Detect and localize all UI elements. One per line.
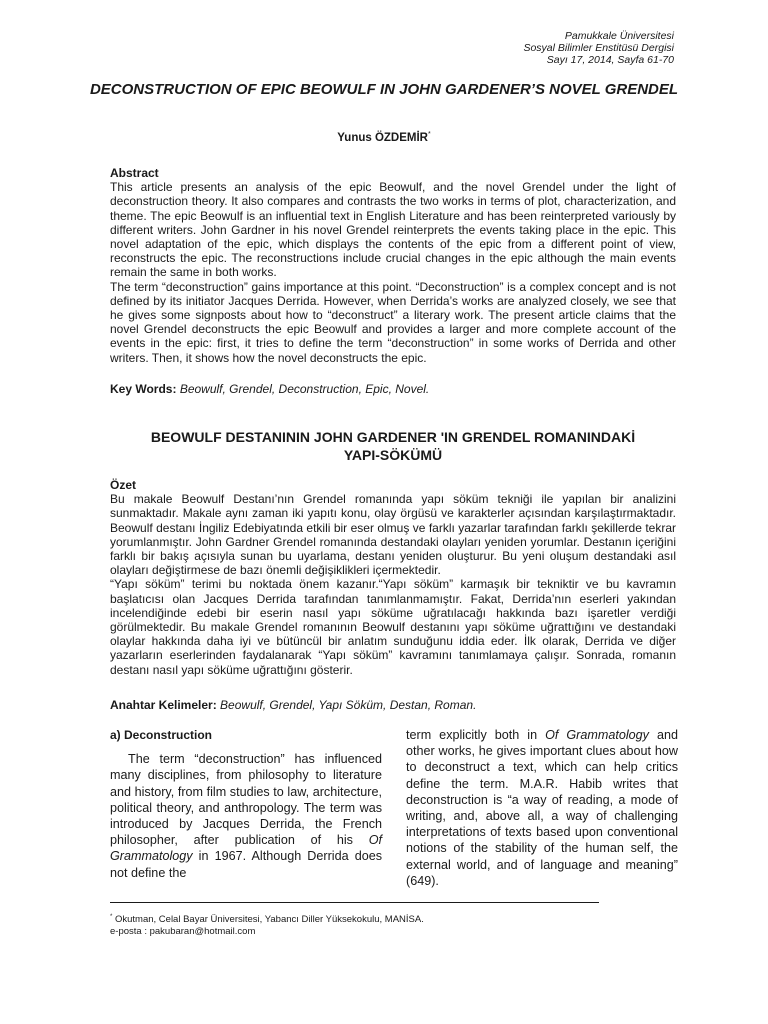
abstract-paragraph-1: This article presents an analysis of the epic Beowulf, and the novel Grendel under the light of deconstruction theory. It also compares and contrasts the two works in terms of plot, characterization, and theme. The epic Beowulf is an influential text in English Literature and has been reinterpreted variously by different writers. John Gardner in his novel Grendel reinterprets the events taking place in the epic. This novel adaptation of the epic, which displays the contents of the epic from a different point of view, reconstructs the epic. The reconstructions include crucial changes in the epic although the main events remain the same in both works. (110, 180, 676, 280)
author-footnote-mark: * (428, 131, 431, 138)
keywords-en-label: Key Words: (110, 382, 177, 396)
footnote-affiliation: * Okutman, Celal Bayar Üniversitesi, Yabancı Diller Yüksekokulu, MANİSA. (110, 914, 424, 926)
body-column-left (110, 727, 382, 881)
body-column-right (406, 727, 678, 889)
footnote-rule (110, 902, 599, 903)
body-paragraph-left: The term “deconstruction” has influenced many disciplines, from philosophy to literature and history, from film studies to law, architecture, political theory, and anthropology. The term was introduced by Jacques Derrida, the French philosopher, after publication of his Of Grammatology in 1967. Although Derrida does not define the (110, 752, 382, 880)
body-paragraph-right: term explicitly both in Of Grammatology and other works, he gives important clues about how to deconstruct a text, which can help critics define the term. M.A.R. Habib writes that deconstruction is “a way of reading, a mode of writing, and, above all, a way of challenging interpretations of texts based upon conventional notions of the stability of the human self, the external world, and of language and meaning” (649). (406, 728, 678, 888)
footnote-email: e-posta : pakubaran@hotmail.com (110, 926, 256, 938)
journal-issue: Sayı 17, 2014, Sayfa 61-70 (546, 54, 674, 66)
keywords-tr-value: Beowulf, Grendel, Yapı Söküm, Destan, Roman. (220, 698, 477, 712)
ozet-heading: Özet (110, 478, 137, 492)
keywords-en-value: Beowulf, Grendel, Deconstruction, Epic, Novel. (179, 382, 430, 396)
abstract-section (110, 166, 676, 365)
abstract-heading: Abstract (110, 166, 159, 180)
paper-title: DECONSTRUCTION OF EPIC BEOWULF IN JOHN GARDENER’S NOVEL GRENDEL (89, 81, 679, 98)
turkish-title-line-1: BEOWULF DESTANININ JOHN GARDENER 'IN GRENDEL ROMANINDAKİ (150, 429, 636, 445)
turkish-title-line-2: YAPI-SÖKÜMÜ (343, 447, 443, 463)
ozet-paragraph-1: Bu makale Beowulf Destanı’nın Grendel romanında yapı söküm tekniği ile yapılan bir analizini sunmaktadır. Makale aynı zaman iki yapıtı konu, olay örgüsü ve karakterler açısından karşılaştırmaktadır. Beowulf destanı İngiliz Edebiyatında etkili bir eser olmuş ve farklı yazarlar tarafından farklı şekillerde tekrar yorumlanmıştır. John Gardner Grendel romanında destandaki olayları yeniden yorumlar. Destanın içeriğini farklı bir bakış açısıyla sunan bu uyarlama, destanı yeniden oluşturur. Bu yeni oluşum destandaki asıl olayları değiştirmese de bazı önemli değişiklikleri içermektedir. (110, 492, 676, 578)
section-heading: a) Deconstruction (110, 728, 213, 742)
abstract-paragraph-2: The term “deconstruction” gains importance at this point. “Deconstruction” is a complex concept and is not defined by its initiator Jacques Derrida. However, when Derrida’s works are analyzed closely, we see that he gives some signposts about how to “deconstruct” a literary work. The present article claims that the novel Grendel deconstructs the epic Beowulf and provides a larger and more complete account of the events in the epic: first, it tries to define the term “deconstruction” in some works of Derrida and other writers. Then, it shows how the novel deconstructs the epic. (110, 279, 676, 365)
keywords-en (110, 382, 676, 396)
ozet-paragraph-2: “Yapı söküm” terimi bu noktada önem kazanır.“Yapı söküm” karmaşık bir tekniktir ve bu kavramın başlatıcısı olan Jacques Derrida tarafından tanımlanmamıştır. Fakat, Derrida’nın eserleri yakından incelendiğinde edebi bir eserin nasıl yapı söküme uğratılacağı hakkında bazı işaretler verdiği görülmektedir. Bu makale Grendel romanının Beowulf destanını yapı söküme uğrattığını ve destandaki olaylar hakkında daha iyi ve bütüncül bir anlatım sunduğunu iddia eder. İlk olarak, Derrida ve diğer yazarların eserlerinden faydalanarak “Yapı söküm” kavramını tanımlamaya çalışır. Sonrada, romanın destanı nasıl yapı söküme uğrattığını gösterir. (110, 577, 676, 677)
footnote (110, 911, 424, 938)
author-line (0, 131, 768, 144)
author-name: Yunus ÖZDEMİR (337, 131, 428, 144)
journal-university: Pamukkale Üniversitesi (564, 30, 674, 42)
journal-name: Sosyal Bilimler Enstitüsü Dergisi (523, 42, 674, 54)
turkish-title (110, 428, 676, 464)
journal-info (523, 30, 674, 66)
ozet-section (110, 478, 676, 677)
keywords-tr-label: Anahtar Kelimeler: (110, 698, 217, 712)
keywords-tr (110, 698, 676, 712)
